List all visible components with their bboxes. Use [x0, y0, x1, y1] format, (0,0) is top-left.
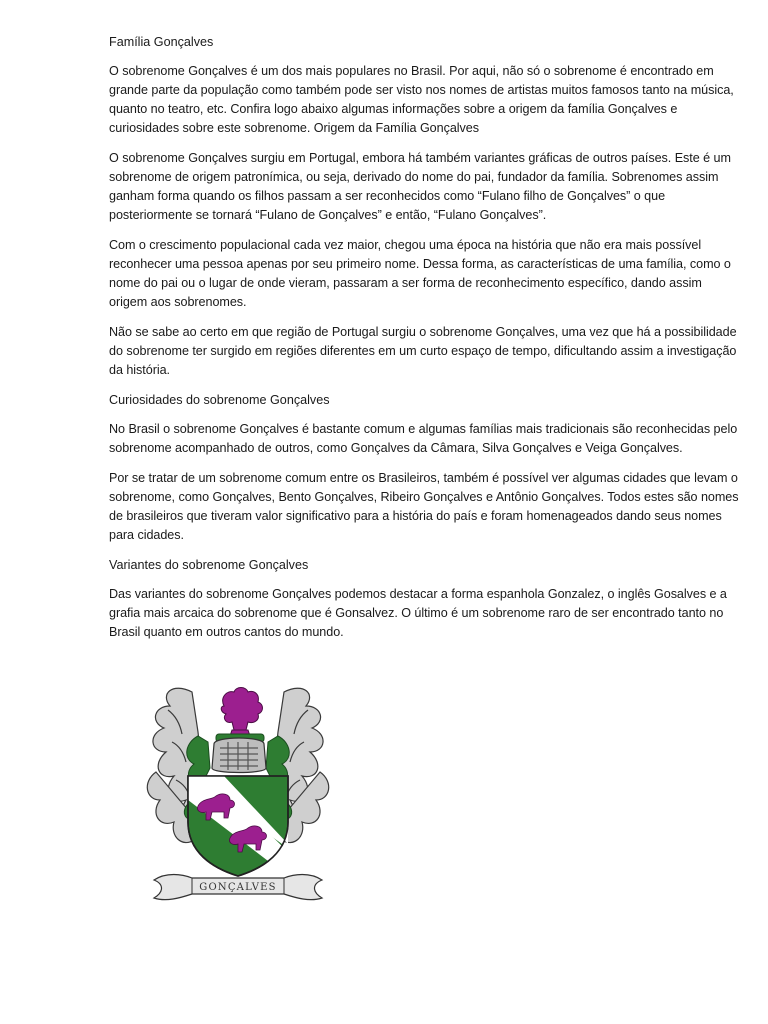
curiosities-heading: Curiosidades do sobrenome Gonçalves: [109, 393, 330, 407]
crest-lion-icon: [221, 688, 262, 737]
coat-of-arms-image: [132, 672, 344, 904]
intro-paragraph: O sobrenome Gonçalves é um dos mais populares no Brasil. Por aqui, não só o sobrenome é encontrado em grande parte da população como também pode ser visto nos nomes de artistas muitos famosos tanto na música, quanto no teatro, etc. Confira logo abaixo algumas informações sobre a origem da família Gonçalves e curiosidades sobre este sobrenome. Origem da Família Gonçalves: [109, 64, 734, 135]
curiosities-paragraph-1: No Brasil o sobrenome Gonçalves é bastante comum e algumas famílias mais tradicionais são reconhecidas pelo sobrenome acompanhado de outros, como Gonçalves da Câmara, Silva Gonçalves e Veiga Gonçalves.: [109, 422, 738, 455]
curiosities-paragraph-2: Por se tratar de um sobrenome comum entre os Brasileiros, também é possível ver algumas cidades que levam o sobrenome, como Gonçalves, Bento Gonçalves, Ribeiro Gonçalves e Antônio Gonçalves. Todos estes são nomes de brasileiros que tiveram valor significativo para a história do país e foram homenageados dando seus nomes para cidades.: [109, 471, 739, 542]
document-body: [109, 33, 739, 653]
origin-paragraph-1: O sobrenome Gonçalves surgiu em Portugal, embora há também variantes gráficas de outros países. Este é um sobrenome de origem patronímica, ou seja, derivado do nome do pai, fundador da família. Sobrenomes assim ganham forma quando os filhos passam a ser reconhecidos como “Fulano filho de Gonçalves” o que posteriormente se tornará “Fulano de Gonçalves” e então, “Fulano Gonçalves”.: [109, 151, 731, 222]
document-title: Família Gonçalves: [109, 35, 214, 49]
motto-scroll: [154, 875, 322, 900]
origin-paragraph-2: Com o crescimento populacional cada vez maior, chegou uma época na história que não era mais possível reconhecer uma pessoa apenas por seu primeiro nome. Dessa forma, as características de uma família, como o nome do pai ou o lugar de onde vieram, passaram a ser forma de reconhecimento específico, dando assim origem aos sobrenomes.: [109, 238, 731, 309]
helmet-icon: [212, 738, 266, 773]
crest-motto: GONÇALVES: [199, 882, 277, 893]
origin-paragraph-3: Não se sabe ao certo em que região de Portugal surgiu o sobrenome Gonçalves, uma vez que há a possibilidade do sobrenome ter surgido em regiões diferentes em um curto espaço de tempo, dificultando assim a investigação da história.: [109, 325, 737, 377]
variants-heading: Variantes do sobrenome Gonçalves: [109, 558, 309, 572]
shield-icon: [188, 776, 288, 876]
variants-paragraph: Das variantes do sobrenome Gonçalves podemos destacar a forma espanhola Gonzalez, o inglês Gosalves e a grafia mais arcaica do sobrenome que é Gonsalvez. O último é um sobrenome raro de ser encontrado tanto no Brasil quanto em outros cantos do mundo.: [109, 587, 727, 639]
